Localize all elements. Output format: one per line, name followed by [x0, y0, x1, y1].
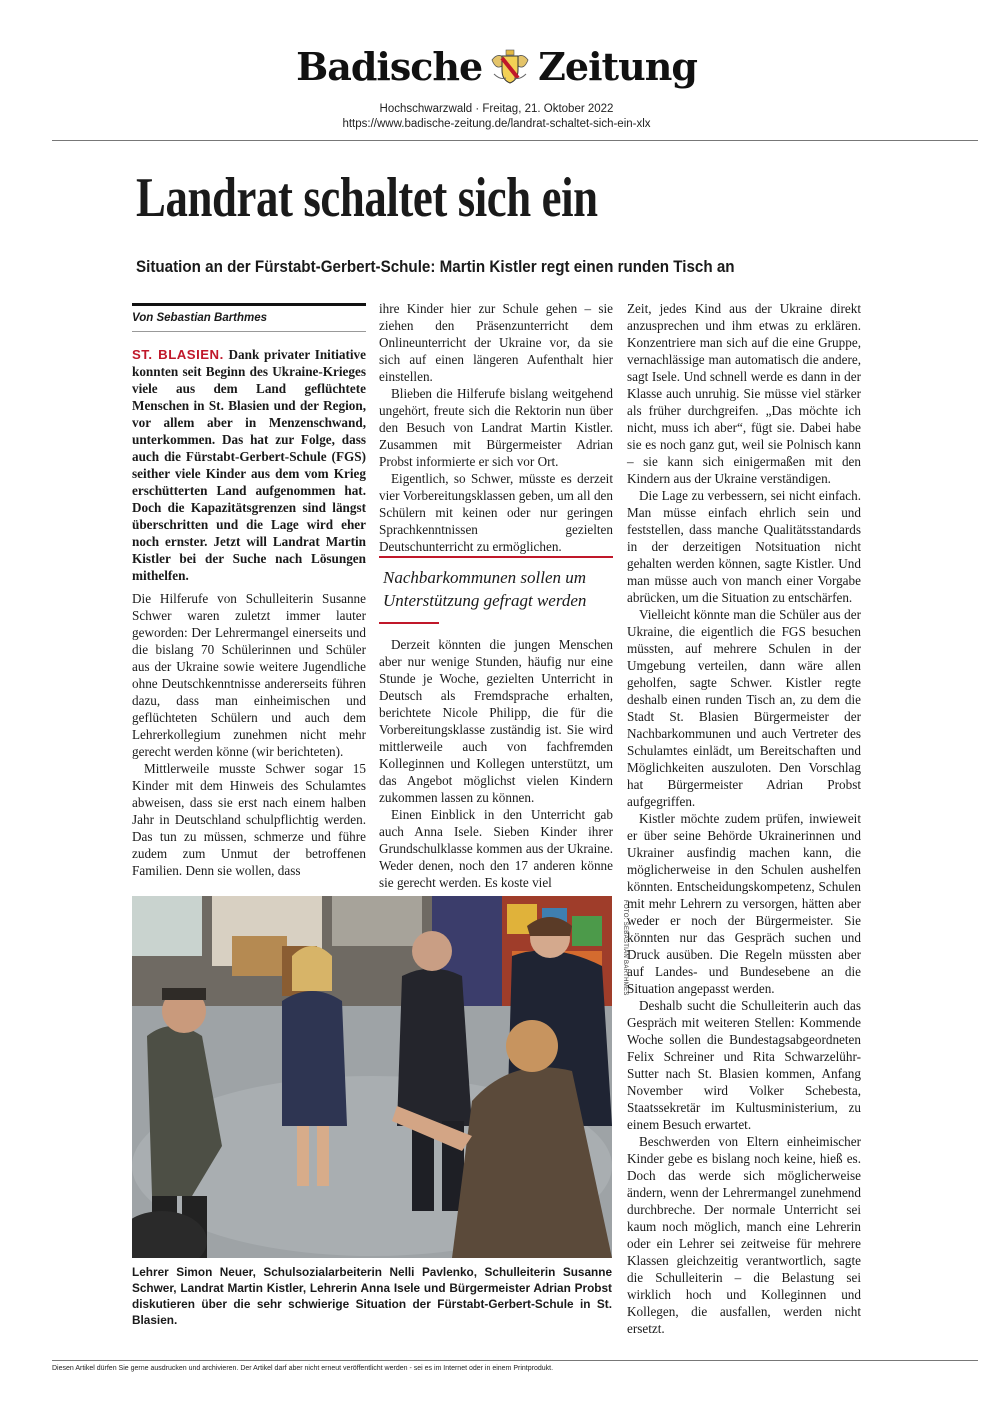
paragraph: Einen Einblick in den Unterricht gab auch Anna Isele. Sieben Kinder ihrer Grundschulklasse kommen aus der Ukraine. Weder denen, noch den 17 anderen könne sie gerecht werden. Es koste viel — [379, 807, 613, 890]
paragraph: Deshalb sucht die Schulleiterin auch das Gespräch mit weiteren Stellen: Kommende Woche sollen die Bundestagsabgeordneten Felix Schreiner und Rita Schwarzelühr-Sutter nach St. Blasien kommen, Anfang November wird Volker Schebesta, Staatssekretär im Kultusministerium, zu einem Besuch erwartet. — [627, 998, 861, 1132]
photo-illustration — [132, 896, 612, 1258]
brand-right: Zeitung — [538, 44, 697, 89]
column-2-bottom — [379, 636, 613, 891]
paragraph: Vielleicht könnte man die Schüler aus der Ukraine, die eigentlich die FGS besuchen müssten, auf mehrere Schulen in der Umgebung verteilen, dann wäre allen geholfen, sagte Schwer. Kistler regte deshalb einen runden Tisch an, zu dem die Stadt St. Blasien Bürgermeister der Nachbarkommunen und auch Vertreter des Schulamtes einlädt, um Bereitschaften und Möglichkeiten auszuloten. Den Vorschlag hat Bürgermeister Adrian Probst aufgegriffen. — [627, 607, 861, 809]
coat-of-arms-icon — [488, 48, 532, 86]
paragraph: Mittlerweile musste Schwer sogar 15 Kinder mit dem Hinweis des Schulamtes abweisen, dass sie erst nach einem halben Jahr in Deutschland schulpflichtig werden. Das tun zu müssen, schmerze und führe zudem zum Unmut der betroffenen Familien. Denn sie wollen, dass — [132, 761, 366, 878]
article-photo — [132, 896, 612, 1258]
article-url: https://www.badische-zeitung.de/landrat-schaltet-sich-ein-xlx — [342, 118, 651, 130]
paragraph: Beschwerden von Eltern einheimischer Kinder gebe es bislang noch keine, hieß es. Doch das werde sich möglicherweise ändern, wenn der Lehrermangel zunehmend durchbreche. Der normale Unterricht sei kaum noch möglich, manch eine Lehrerin oder ein Lehrer sei zeitweise für mehrere Klassen gleichzeitig verantwortlich, sagte die Schulleiterin – die Belastung sei wirklich hoch und Kolleginnen und Kollegen, die ausfallen, werden nicht ersetzt. — [627, 1134, 861, 1336]
byline: Von Sebastian Barthmes — [132, 312, 268, 324]
photo-credit: FOTO: SEBASTIAN BARTHMES — [622, 900, 628, 996]
photo-caption: Lehrer Simon Neuer, Schulsozialarbeiterin Nelli Pavlenko, Schulleiterin Susanne Schwer, Landrat Martin Kistler, Lehrerin Anna Isele und Bürgermeister Adrian Probst diskutieren über die sehr schwierige Situation der Fürstabt-Gerbert-Schule in St. Blasien. — [132, 1265, 612, 1327]
column-1 — [132, 590, 366, 879]
paragraph: Zeit, jedes Kind aus der Ukraine direkt anzusprechen und ihm etwas zu erklären. Konzentriere man sich auf die eine Gruppe, vernachlässige man automatisch die andere, sagt Isele. Und schnell werde es dann in der Klasse auch unruhig. Sie müsse viel stärker als früher durchgreifen. „Das möchte ich nicht, muss ich aber“, fügt sie. Dabei habe sie es noch ganz gut, weil sie Polnisch kann – sie kann sich einigermaßen mit den Kindern aus der Ukraine verständigen. — [627, 301, 861, 486]
dateline: ST. BLASIEN. — [132, 347, 224, 362]
column-2-top — [379, 300, 613, 555]
paragraph: Die Hilferufe von Schulleiterin Susanne Schwer waren zuletzt immer lauter geworden: Der Lehrermangel einerseits und die bislang 70 Schülerinnen und Schüler aus der Ukraine sowie weitere Jugendliche ohne Deutschkenntnisse andererseits führen dazu, dass man einheimischen und geflüchteten Schülern und auch dem Lehrerkollegium zunehmen nicht mehr gerecht werden könne (wir berichteten). — [132, 591, 366, 759]
byline-divider — [132, 331, 366, 332]
byline-bar — [132, 303, 366, 306]
paragraph: Eigentlich, so Schwer, müsste es derzeit vier Vorbereitungsklassen geben, um all den Schülern mit keinen oder nur geringen Sprachkenntnissen gezielten Deutschunterricht zu ermöglichen. — [379, 471, 613, 554]
brand-left: Badische — [296, 44, 483, 89]
intertitle-rule-bottom — [379, 622, 439, 624]
intertitle: Nachbarkommunen sollen um Unterstützung gefragt werden — [383, 568, 587, 610]
lead-paragraph — [132, 346, 366, 584]
paragraph: Blieben die Hilferufe bislang weitgehend ungehört, freute sich die Rektorin nun über den Besuch von Landrat Martin Kistler. Zusammen mit Bürgermeister Adrian Probst informierte er sich vor Ort. — [379, 386, 613, 469]
column-3 — [627, 300, 861, 1337]
footer-divider — [52, 1360, 978, 1361]
paragraph: Derzeit könnten die jungen Menschen aber nur wenige Stunden, häufig nur eine Stunde je Woche, gezielten Unterricht in Deutsch als Fremdsprache erhalten, berichtete Nicole Philipp, die für die Vorbereitungsklasse zuständig ist. Sie wird mittlerweile auch von fachfremden Kolleginnen und Kollegen unterstützt, um das Angebot möglichst vielen Kindern zukommen lassen zu können. — [379, 637, 613, 805]
brand-logo — [296, 44, 697, 89]
header-divider — [52, 140, 978, 141]
paragraph: Die Lage zu verbessern, sei nicht einfach. Man müsse einfach ehrlich sein und feststellen, dass manche Qualitätsstandards in der derzeitigen Notsituation nicht gehalten werden können, sagte Kistler. Und man müsse auch von manch einer Vorgabe abrücken, um die Situation zu entschärfen. — [627, 488, 861, 605]
paragraph: Kistler möchte zudem prüfen, inwieweit er über seine Behörde Ukrainerinnen und Ukrainer ausfindig machen kann, die möglicherweise in den Schulen aushelfen könnten. Entscheidungskompetenz, Schulen mit mehr Lehrern zu versorgen, hätten aber weder er noch der Bürgermeister. Sie könnten nur das Gespräch suchen und Druck ausüben. Die Regeln müssten aber auf Landes- und Bundesebene an die Situation angepasst werden. — [627, 811, 861, 996]
masthead — [0, 44, 993, 89]
edition-line: Hochschwarzwald · Freitag, 21. Oktober 2022 — [379, 103, 614, 115]
lead-text: Dank privater Initiative konnten seit Beginn des Ukraine-Krieges viele aus dem Land geflüchtete Menschen in St. Blasien und der Region, vor allem aber in Menzenschwand, unterkommen. Das hat zur Folge, dass auch die Fürstabt-Gerbert-Schule (FGS) seither viele Kinder aus dem vom Krieg erschütterten Land aufgenommen hat. Doch die Kapazitätsgrenzen sind längst überschritten und die Lage wird eher noch ernster. Jetzt will Landrat Martin Kistler bei der Suche nach Lösungen mithelfen. — [132, 347, 366, 583]
intertitle-rule-top — [379, 556, 613, 558]
footer-notice: Diesen Artikel dürfen Sie gerne ausdrucken und archivieren. Der Artikel darf aber nicht erneut veröffentlicht werden - sei es im Internet oder in einem Printprodukt. — [52, 1365, 554, 1372]
headline: Landrat schaltet sich ein — [136, 167, 598, 229]
subheadline: Situation an der Fürstabt-Gerbert-Schule: Martin Kistler regt einen runden Tisch an — [136, 258, 735, 276]
paragraph: ihre Kinder hier zur Schule gehen – sie ziehen den Präsenzunterricht dem Onlineunterricht der Ukraine vor, da sie sich auf einen längeren Aufenthalt hier einstellen. — [379, 301, 613, 384]
